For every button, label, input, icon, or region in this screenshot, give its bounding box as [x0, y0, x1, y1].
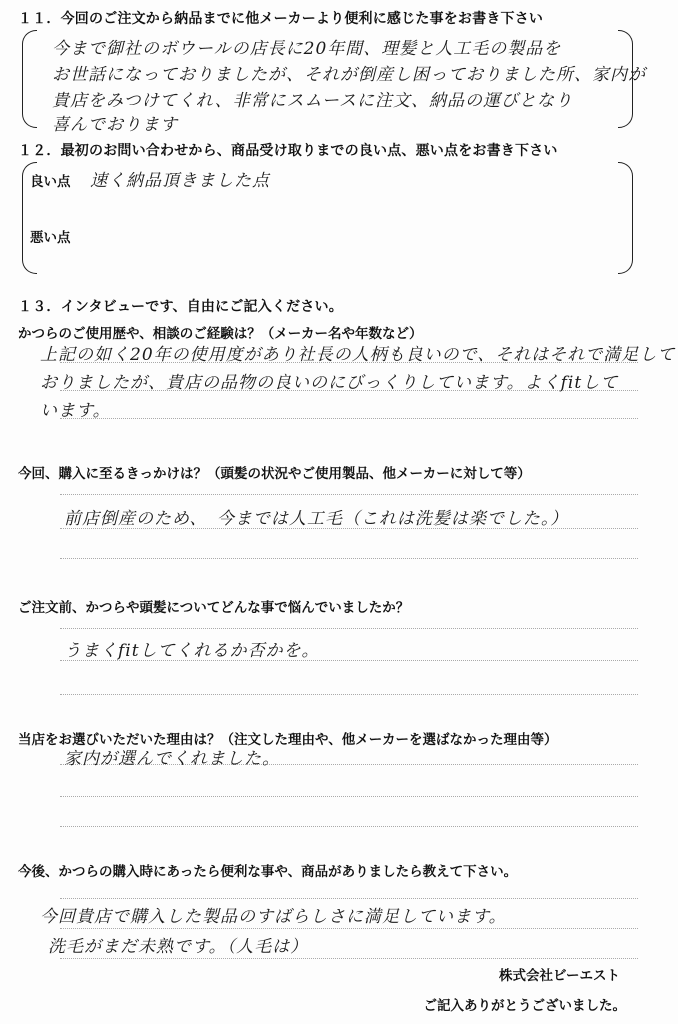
- q13-item4-question: 当店をお選びいただいた理由は？（注文した理由や、他メーカーを選ばなかった理由等）: [18, 732, 558, 748]
- q13-item2-answer-line-1: 前店倒産のため、 今までは人工毛（これは洗髪は楽でした。）: [64, 509, 569, 529]
- answer-line: [60, 694, 638, 695]
- q13-item1-answer-line-1: 上記の如く20年の使用度があり社長の人柄も良いので、それはそれで満足して: [40, 345, 676, 365]
- answer-line: [60, 494, 638, 495]
- q12-bad-label: 悪い点: [30, 230, 71, 246]
- q13-item1-answer-line-3: います。: [40, 401, 111, 421]
- q11-bracket-left: [22, 30, 37, 128]
- q12-good-label: 良い点: [30, 174, 71, 190]
- answer-line: [60, 796, 638, 797]
- q13-item5-question: 今後、かつらの購入時にあったら便利な事や、商品がありましたら教えて下さい。: [18, 864, 518, 880]
- answer-line: [60, 826, 638, 827]
- thanks-message: ご記入ありがとうございました。: [423, 998, 626, 1014]
- q13-item5-answer-line-2: 洗毛がまだ未熟です。（人毛は）: [48, 937, 309, 957]
- answer-line: [60, 558, 638, 559]
- answer-line: [60, 898, 638, 899]
- q13-item4-answer-line-1: 家内が選んでくれました。: [64, 749, 280, 769]
- q12-bracket-right: [618, 162, 633, 274]
- answer-line: [60, 958, 638, 959]
- company-name: 株式会社ビーエスト: [499, 968, 620, 984]
- q11-answer-line-3: 貴店をみつけてくれ、非常にスムースに注文、納品の運びとなり: [52, 91, 573, 111]
- q11-answer-line-4: 喜んでおります: [52, 115, 178, 135]
- q13-item5-answer-line-1: 今回貴店で購入した製品のすばらしさに満足しています。: [40, 907, 507, 927]
- answer-line: [60, 928, 638, 929]
- answer-line: [60, 418, 638, 419]
- q11-title: １１．今回のご注文から納品までに他メーカーより便利に感じた事をお書き下さい: [18, 11, 544, 27]
- q12-title: １２．最初のお問い合わせから、商品受け取りまでの良い点、悪い点をお書き下さい: [18, 143, 558, 159]
- answer-line: [60, 628, 638, 629]
- q11-answer-line-2: お世話になっておりましたが、それが倒産し困っておりました所、家内が: [52, 65, 646, 85]
- q13-item3-answer-line-1: うまくfitしてくれるか否かを。: [64, 641, 320, 661]
- q13-item1-question: かつらのご使用歴や、相談のご経験は？（メーカー名や年数など）: [18, 326, 423, 342]
- q13-item1-answer-line-2: おりましたが、貴店の品物の良いのにびっくりしています。よくfitして: [40, 373, 619, 393]
- q11-answer-line-1: 今まで御社のボウールの店長に20年間、理髪と人工毛の製品を: [52, 39, 562, 59]
- q13-item2-question: 今回、購入に至るきっかけは？（頭髪の状況やご使用製品、他メーカーに対して等）: [18, 466, 531, 482]
- q12-good-answer: 速く納品頂きました点: [90, 171, 270, 191]
- q13-item3-question: ご注文前、かつらや頭髪についてどんな事で悩んでいましたか？: [18, 600, 410, 616]
- q13-title: １３．インタビューです、自由にご記入ください。: [18, 299, 343, 315]
